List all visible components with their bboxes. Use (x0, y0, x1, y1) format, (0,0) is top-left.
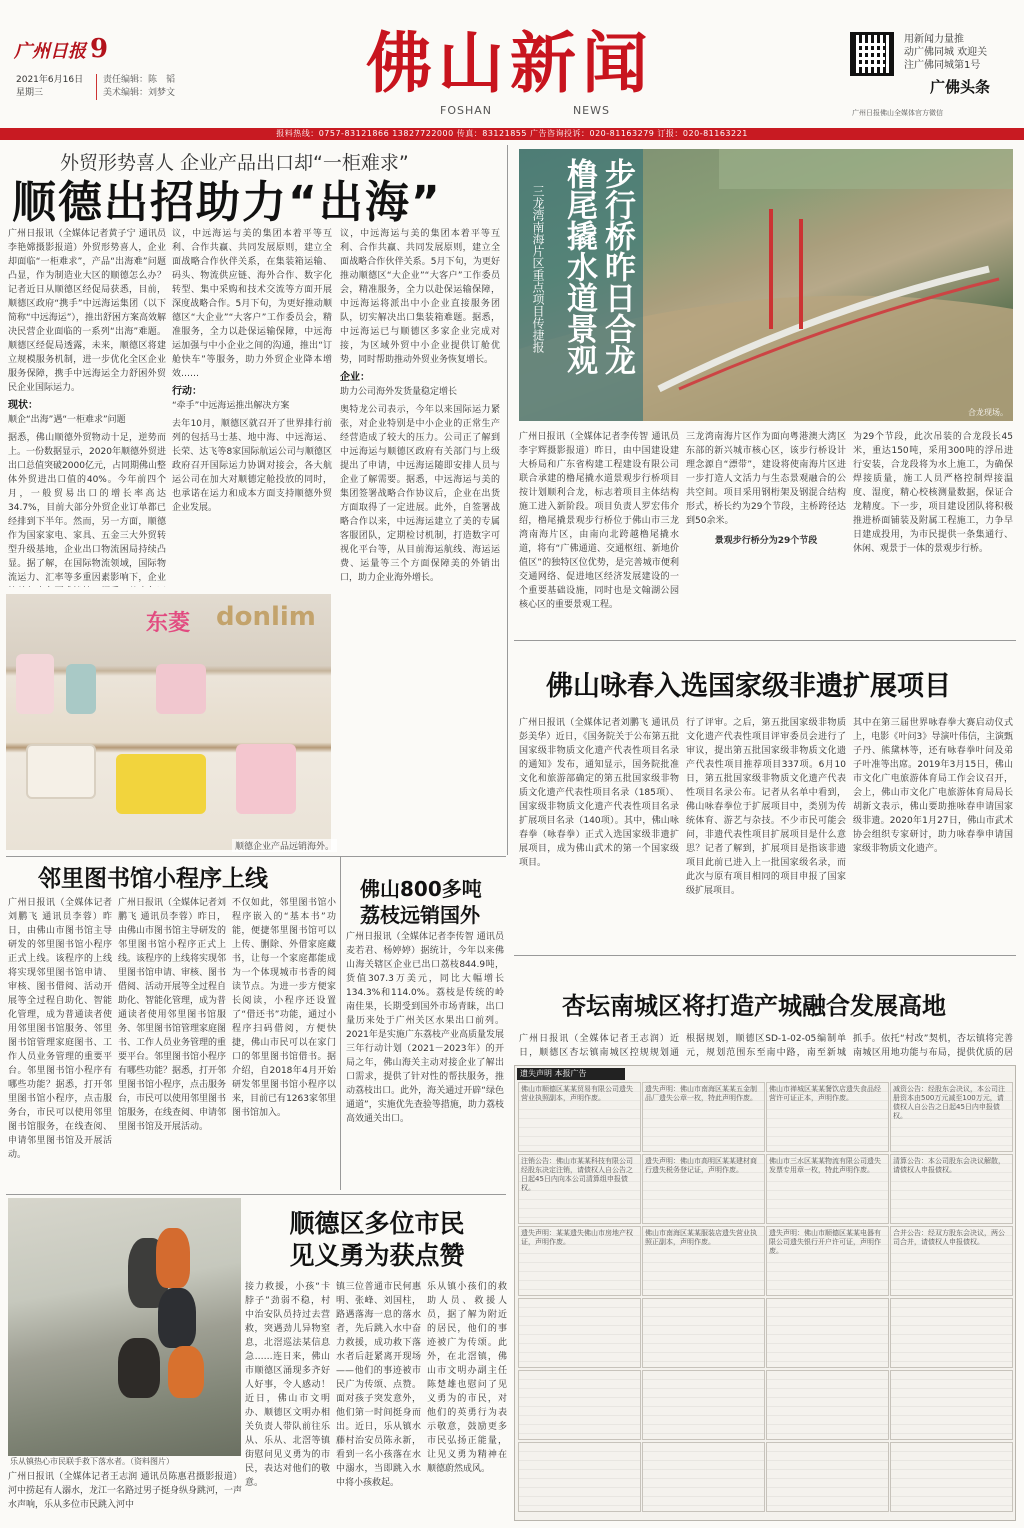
person-image (158, 1288, 196, 1348)
article-column: 接力救援，小孩“卡脖子”劲弱不稳，村中治安队员持过去营救，突遇劲儿异物窒息，北滘巡法某信息急……连日来，佛山市顺德区涌现多齐好人好事，令人感动！近日，佛山市文明办、顺德区文明办相关负责人带队前往乐从、乐从、北滘等镇街慰问见义勇为的市民，表达对他们的敬意。 (245, 1282, 330, 1488)
ad-filler (890, 1442, 1013, 1512)
article-kicker: 外贸形势喜人 企业产品出口却“一柜难求” (60, 152, 409, 174)
photo-caption: 乐从镇热心市民联手救下落水者。（资料图片） (10, 1457, 174, 1466)
column-divider (507, 145, 508, 855)
subheading: 现状： (8, 400, 38, 411)
product-photo (6, 594, 331, 850)
article-column: 不仅如此，邻里图书馆小程序嵌入的“基本书”功能，便捷邻里图书馆可以上传、删除、外借家庭藏书，让每一个家庭都能成为一个体现城市书香的阅读节点。为进一步方便家长阅读，小程序还设置了“借还书”功能，通过小程序扫码借阅，方便快捷，佛山市民可以在家门口的邻里图书馆借书。据介绍，自2018年4月开始研发邻里图书馆小程序以来，目前已有1263家邻里图书馆加入。 (232, 898, 336, 1118)
ad-item: 遗失声明：某某遗失佛山市房地产权证，声明作废。 (518, 1226, 641, 1296)
appliance-image (236, 744, 296, 814)
ad-filler (766, 1442, 889, 1512)
ad-item: 遗失声明：佛山市南海区某某五金制品厂遗失公章一枚，特此声明作废。 (642, 1082, 765, 1152)
ad-filler (642, 1298, 765, 1368)
article-column: 根据规划，顺德区SD-1-02-05编制单元，规划范围东至南中路，南至新城 (686, 1034, 846, 1058)
section-title: 佛山新闻 (366, 24, 654, 102)
ad-filler (642, 1370, 765, 1440)
section-divider (514, 640, 1016, 641)
subheading-line: 助力公司海外发货量稳定增长 (340, 387, 458, 397)
ad-filler (642, 1442, 765, 1512)
subheading-line: “牵手”中远海运推出解决方案 (172, 401, 290, 411)
article-headline: 佛山800多吨 荔枝远销国外 (360, 877, 482, 927)
article-column: 抓手。依托“村改”契机，杏坛镇将完善南城区用地功能与布局，提供优质的居 (853, 1034, 1013, 1058)
article-column: 为29个节段，此次吊装的合龙段长45米，重达150吨，采用300吨的浮吊进行安装，合龙段将为水上施工，为确保焊接质量，施工人员严格控制焊接温度、湿度，精心校核测量数据，保证合龙精度。下一步，项目建设团队将积极推进桥面铺装及附属工程施工，力争早日建成投用，为市民提供一条集通行、休闲、观景于一体的景观步行桥。 (853, 432, 1013, 554)
brand-logo: donlim (216, 602, 316, 632)
issue-date: 2021年6月16日 星期三 (16, 75, 84, 98)
article-column: 广州日报讯（全媒体记者李传智 通讯员李宇辉摄影报道）昨日，由中国建设建大桥局和广东省构建工程建设有限公司联合承建的橹尾撬水道景观步行桥项目按计划顺利合龙，标志着项目主体结构施工进入新阶段。项目负责人罗宏伟介绍，橹尾撬景观步行桥位于佛山市三龙湾南海片区，由南向北跨越橹尾撬水道，将有“广佛通道、交通枢纽、新地价值区”的独特区位优势，是完善城市便利交通网络、促进地区经济发展建设的一个重要基础设施，同时也是文翰湖公园核心区的重要景观工程。 (519, 432, 679, 610)
classified-ads (514, 1065, 1016, 1521)
ad-item: 佛山市三水区某某物流有限公司遗失发票专用章一枚，特此声明作废。 (766, 1154, 889, 1224)
ad-item: 佛山市顺德区某某贸易有限公司遗失营业执照副本，声明作废。 (518, 1082, 641, 1152)
article-headline: 邻里图书馆小程序上线 (38, 866, 268, 892)
masthead (0, 0, 1024, 128)
bridge-headline: 橹尾撬水道景观 (561, 158, 597, 375)
ads-header: 遗失声明 本报广告 (517, 1068, 625, 1080)
subheading: 企业： (340, 372, 370, 383)
article-column: 广州日报讯（全媒体记者刘鹏飞 通讯员彭美华）近日，《国务院关于公布第五批国家级非物质文化遗产代表性项目名录的通知》发布，通知显示，国务院批准文化和旅游部确定的第五批国家级非物质文化遗产代表性项目名录（185项）、国家级非物质文化遗产代表性项目名录扩展项目名录（140项）。其中，佛山咏春拳（咏春拳）正式入选国家级非遗扩展项目，成为佛山武术的第一个国家级项目。 (519, 718, 679, 868)
qr-tag: 广州日报佛山全媒体官方微信 (852, 109, 943, 117)
article-column: 广州日报讯（全媒体记者李传智 通讯员麦若君、杨婷婷）据统计，今年以来佛山海关辖区企业已出口荔枝844.9吨，货值307.3万美元，同比大幅增长134.3%和114.0%。荔枝是传统的岭南佳果，长期受到国外市场青睐，出口量历来处于广州关区水果出口前列。2021年是实施广东荔枝产业高质量发展三年行动计划（2021－2023年）的开局之年，佛山海关主动对接企业了解出口需求，提供了针对性的帮扶服务，推动荔枝出口。此外，海关通过开辟“绿色通道”，实施优先查验等措施，助力荔枝高效通关出口。 (346, 932, 504, 1124)
rescue-photo (8, 1198, 241, 1456)
editor-credits: 责任编辑：陈 韬 美术编辑：刘梦文 (96, 74, 175, 100)
article-column: 其中在第三届世界咏春拳大赛启动仪式上，电影《叶问3》导演叶伟信，主演甄子丹、熊黛林等，还有咏春拳叶问及弟子叶准等出席。2019年3月15日，佛山市文化广电旅游体育局工作会议召开，会上，佛山市文化广电旅游体育局局长胡新文表示，佛山要助推咏春申请国家级非遗。2020年1月27日，佛山市武术协会组织专家研讨，助力咏春拳申请国家级非物质文化遗产。 (853, 718, 1013, 854)
qr-promo-text: 用新闻力量推 动广佛同城 欢迎关 注广佛同城第1号 (904, 34, 988, 71)
ad-filler (766, 1370, 889, 1440)
qr-headline: 广佛头条 (930, 78, 991, 96)
ad-item: 清算公告：本公司股东会决议解散，请债权人申报债权。 (890, 1154, 1013, 1224)
subheading: 行动： (172, 386, 202, 397)
section-divider (6, 1194, 506, 1195)
ad-filler (890, 1370, 1013, 1440)
appliance-image (156, 664, 206, 714)
article-column: 广州日报讯（全媒体记者王志润 通讯员陈惠君摄影报道）河中捞起有人溺水，龙江一名路过男子挺身纵身跳河，一声水声响，乐从多位市民跳入河中 (8, 1472, 242, 1510)
article-column: 广州日报讯（全媒体记者王志润）近日，顺德区杏坛镇南城区控规规划通 (519, 1034, 679, 1058)
appliance-image (116, 754, 206, 814)
photo-caption: 顺德企业产品远销海外。 (232, 839, 337, 852)
appliance-image (26, 744, 96, 799)
ad-filler (518, 1442, 641, 1512)
article-column: 广州日报讯（全媒体记者刘鹏飞 通讯员李蓉）昨日，由佛山市图书馆主导研发的邻里图书馆小程序正式上线。该程序的上线将实现邻里图书馆申请、审核、图书借阅、活动开展等全过程自助化、智能化管理，成为普通读者使用邻里图书馆服务、邻里图书馆管理家庭图书、工作人员业务管理的重要平台。邻里图书馆小程序有哪些功能？据悉，打开邻里图书馆小程序，点击服务台，市民可以使用邻里图书馆服务，在线查阅、申请邻里图书馆及开展活动。 (8, 898, 112, 1160)
ad-item: 遗失声明：佛山市顺德区某某电器有限公司遗失银行开户许可证，声明作废。 (766, 1226, 889, 1296)
article-column: 镇三位普通市民何惠明、张峰、刘国柱，路遇落海一息的落水者，先后跳入水中奋力救援，成功救下落水者后赶紧离开现场——他们的事迹被市民广为传颂、点赞。面对孩子突发意外，他们第一时间挺身而出。近日，乐从镇水藤村治安员陈永新，看到一名小孩落在水中溺水，当即跳入水中将小孩救起。 (336, 1282, 421, 1488)
section-subtitle: FOSHAN NEWS (440, 104, 610, 117)
subheading-line: 顺企“出海”遇“一柜难求”问题 (8, 415, 126, 425)
person-image (118, 1338, 160, 1398)
person-image (156, 1228, 190, 1288)
section-divider (6, 856, 506, 857)
article-headline: 顺德出招助力“出海” (12, 177, 442, 228)
ad-item: 佛山市南海区某某服装店遗失营业执照正副本，声明作废。 (642, 1226, 765, 1296)
article-column: 广州日报讯（全媒体记者黄子宁 通讯员李艳嫦摄影报道）外贸形势喜人，企业却面临“一柜难求”，产品“出海难”问题凸显，作为制造业大区的顺德怎么办？记者近日从顺德区经促局获悉，目前，顺德区政府“携手”中远海运集团（以下简称“中远海运”），推出舒困方案高效解决民营企业面临的一系列“出海”难题。顺德区经促局透露，未来，顺德区将建立规模服务机制，进一步优化全区企业服务保障，携手中远海运全力舒困外贸民企业国际运力。 现状： 顺企“出海”遇“一柜难求”问题 据悉，佛山顺德外贸物动十足，逆势而上。一份数据显示，2020年顺德外贸进出口总值突破2000亿元，占同期佛山整体外贸进出口值的40%。今年前四个月，一般贸易出口的增长率高达34.7%，目前大部分外贸企业订单都已经排到下半年。然而，另一方面，顺德作为国家家电、家具、五金三大外贸转型升级基地，企业出口物流困局持续凸显。据了解，在国际物流领域，国际物流运力、汇率等多重因素影响下，企业 (8, 229, 166, 583)
article-headline: 佛山咏春入选国家级非遗扩展项目 (546, 671, 951, 702)
article-headline: 杏坛南城区将打造产城融合发展高地 (562, 992, 946, 1020)
bridge-headline: 步行桥昨日合龙 (599, 158, 635, 375)
article-column: 广州日报讯（全媒体记者刘鹏飞 通讯员李蓉）昨日，由佛山市图书馆主导研发的邻里图书馆小程序正式上线。该程序的上线将实现邻里图书馆申请、审核、图书借阅、活动开展等全过程自助化、智能化管理，成为普通读者使用邻里图书馆服务、邻里图书馆管理家庭图书、工作人员业务管理的重要平台。邻里图书馆小程序有哪些功能？据悉，打开邻里图书馆小程序，点击服务台，市民可以使用邻里图书馆服务，在线查阅、申请邻里图书馆及开展活动。 (118, 898, 226, 1132)
photo-caption: 合龙现场。 (968, 408, 1008, 417)
section-divider (514, 955, 1016, 956)
article-column: 三龙湾南海片区作为面向粤港澳大湾区东部的新兴城市核心区，该步行桥设计理念源自“漂带”，建设将使南海片区进一步打造人文活力与生态景观融合的公共空间。项目采用钢桁架及钢混合结构形式，桥长约为29个节段，主桥跨径达到50余米。 景观步行桥分为29个节段 (686, 432, 846, 546)
qr-code-icon[interactable] (850, 32, 894, 76)
ad-item: 注销公告：佛山市某某科技有限公司经股东决定注销，请债权人自公告之日起45日内向本公司清算组申报债权。 (518, 1154, 641, 1224)
article-column: 议，中远海运与美的集团本着平等互利、合作共赢、共同发展原则，建立全面战略合作伙伴关系，在集装箱运输、码头、物流供应链、海外合作、数字化转型、集中采购和技术交流等方面开展深度战略合作。5月下旬，为更好推动顺德区“大企业”“大客户”工作委员会，精准服务，全力以赴保运输保障，中远海运加强与中小企业之间的沟通，推出“订舱快车”等服务，助力外贸企业降本增效…… 行动： “牵手”中远海运推出解决方案 去年10月，顺德区就召开了世界排行前列的包括马士基、地中海、中远海运、长荣、达飞等8家国际航运公司与顺德区政府召开国际运力协调对接会，各大航运公司在加大对顺德定舱投放的同时，也承诺在运力和成本方面支持顺德外贸企业发展。 (172, 229, 332, 513)
bridge-subheadline: 三龙湾南海片区重点项目传捷报 (531, 185, 545, 353)
appliance-image (66, 664, 96, 714)
article-column: 行了评审。之后，第五批国家级非物质文化遗产代表性项目评审委员会进行了审议，提出第五批国家级非物质文化遗产代表性项目推荐项目337项。6月10日，第五批国家级非物质文化遗产代表性项目名录公布。记者从名单中看到，佛山咏春拳位于扩展项目中，类别为传统体育、游艺与杂技。不少市民可能会问，非遗代表性项目扩展项目是什么意思？记者了解到，扩展项目是指该非遗项目此前已进入上一批国家级名录，而此次与原有项目相同的项目申报了国家级扩展项目。 (686, 718, 846, 896)
appliance-image (16, 654, 54, 714)
ad-item: 合并公告：经双方股东会决议，两公司合并，请债权人申报债权。 (890, 1226, 1013, 1296)
paper-logo: 广州日报 9 (14, 34, 109, 64)
page-number: 9 (90, 34, 109, 64)
article-headline: 顺德区多位市民 见义勇为获点赞 (289, 1209, 465, 1270)
article-column: 乐从镇小孩们的救助人员、救援人员，据了解为附近的居民，他们的事迹被广为传颂。此外，在北滘镇，佛山市文明办副主任陈楚雄也慰问了见义勇为的市民，对他们的英勇行为表示敬意，鼓励更多市民弘扬正能量，让见义勇为精神在顺德蔚然成风。 (427, 1282, 507, 1474)
column-divider (340, 856, 341, 1190)
contact-info-bar: 报料热线：0757-83121866 13827722000 传真：83121855 广告咨询投诉：020-81163279 订报：020-81163221 (0, 128, 1024, 140)
person-image (168, 1346, 204, 1398)
subheading: 景观步行桥分为29个节段 (714, 536, 818, 546)
ad-filler (518, 1370, 641, 1440)
ad-item: 减资公告：经股东会决议，本公司注册资本由500万元减至100万元，请债权人自公告之日起45日内申报债权。 (890, 1082, 1013, 1152)
ad-item: 佛山市禅城区某某餐饮店遗失食品经营许可证正本，声明作废。 (766, 1082, 889, 1152)
brand-logo: 东菱 (146, 611, 191, 636)
ad-filler (518, 1298, 641, 1368)
article-column: 议，中远海运与美的集团本着平等互利、合作共赢、共同发展原则，建立全面战略合作伙伴关系。5月下旬，为更好推动顺德区“大企业”“大客户”工作委员会，精准服务，全力以赴保运输保障，中远海运将派出中小企业直接服务团队，切实解决出口集装箱难题。据悉，中远海运已与顺德区多家企业完成对接，为区域外贸中小企业提供订舱优势，同时帮助推动外贸业务恢复增长。 企业： 助力公司海外发货量稳定增长 奥特龙公司表示，今年以来国际运力紧张，对企业特别是中小企业的正常生产经营造成了较大的压力。公司正了解到中远海运与顺德区政府有关部门与上级提出了申请，中远海运随即安排人员与企业了解需要。据悉，中远海运与美的集团签署战略合作协议后，企业在出货方面取得了一定进展。此外，自签署战略合作以来，中远海运建立了美的专属客服团队，定期检讨机制，打造数字可视化平台等，从目前海运航线、海运运费、运量等三个方面保障美的外销出口，助力企业海外增长。 (340, 229, 500, 583)
ad-filler (890, 1298, 1013, 1368)
ad-item: 遗失声明：佛山市高明区某某建材商行遗失税务登记证，声明作废。 (642, 1154, 765, 1224)
ad-filler (766, 1298, 889, 1368)
